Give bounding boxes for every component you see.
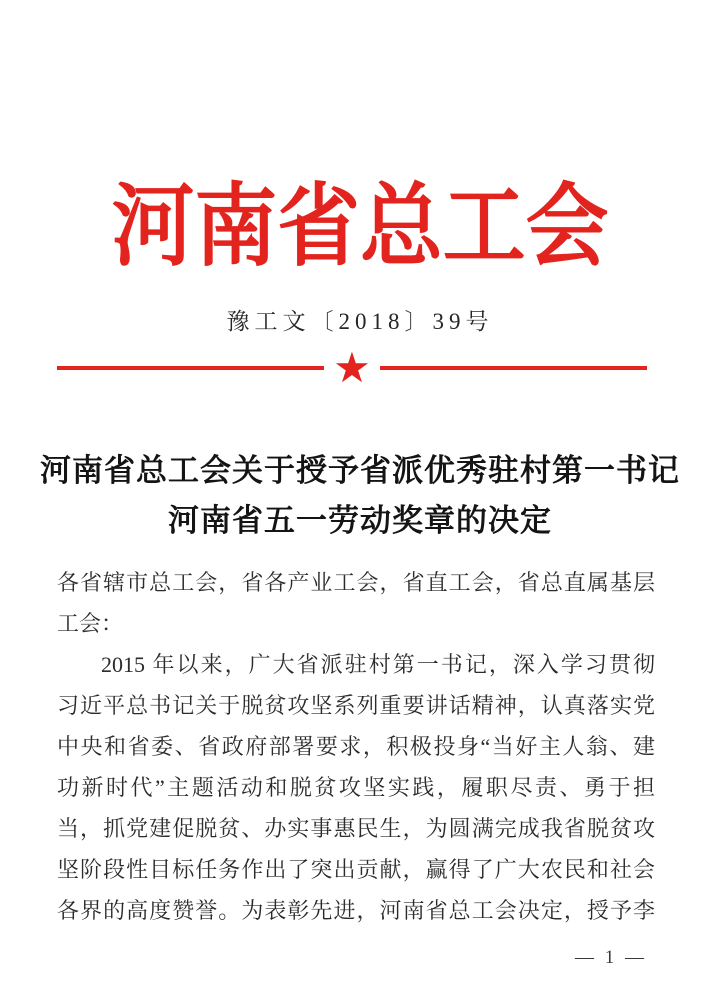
body-line: 坚阶段性目标任务作出了突出贡献，赢得了广大农民和社会 — [57, 857, 655, 882]
red-divider — [57, 343, 647, 392]
document-title-line-2: 河南省五一劳动奖章的决定 — [168, 503, 552, 538]
body-line: 当，抓党建促脱贫、办实事惠民生，为圆满完成我省脱贫攻 — [57, 816, 655, 841]
red-rule-right — [380, 366, 647, 370]
document-title — [0, 446, 720, 546]
masthead-title — [0, 165, 720, 290]
red-rule-left — [57, 366, 324, 370]
body-line: 中央和省委、省政府部署要求，积极投身“当好主人翁、建 — [57, 734, 655, 759]
salutation-line-1: 各省辖市总工会，省各产业工会，省直工会，省总直属基层 — [57, 570, 655, 595]
masthead-title-text: 河南省总工会 — [111, 178, 609, 277]
body-line: 2015 年以来，广大省派驻村第一书记，深入学习贯彻 — [101, 652, 655, 677]
body-line: 功新时代”主题活动和脱贫攻坚实践，履职尽责、勇于担 — [57, 775, 655, 800]
body-text — [57, 562, 655, 931]
page-number: — 1 — — [575, 947, 647, 968]
document-number: 豫工文〔2018〕39号 — [226, 309, 494, 334]
document-title-line-1: 河南省总工会关于授予省派优秀驻村第一书记 — [40, 453, 680, 488]
salutation-line-2: 工会： — [57, 611, 124, 636]
body-line: 各界的高度赞誉。为表彰先进，河南省总工会决定，授予李 — [57, 898, 655, 923]
star-icon: ★ — [333, 343, 371, 392]
body-line: 习近平总书记关于脱贫攻坚系列重要讲话精神，认真落实党 — [57, 693, 655, 718]
